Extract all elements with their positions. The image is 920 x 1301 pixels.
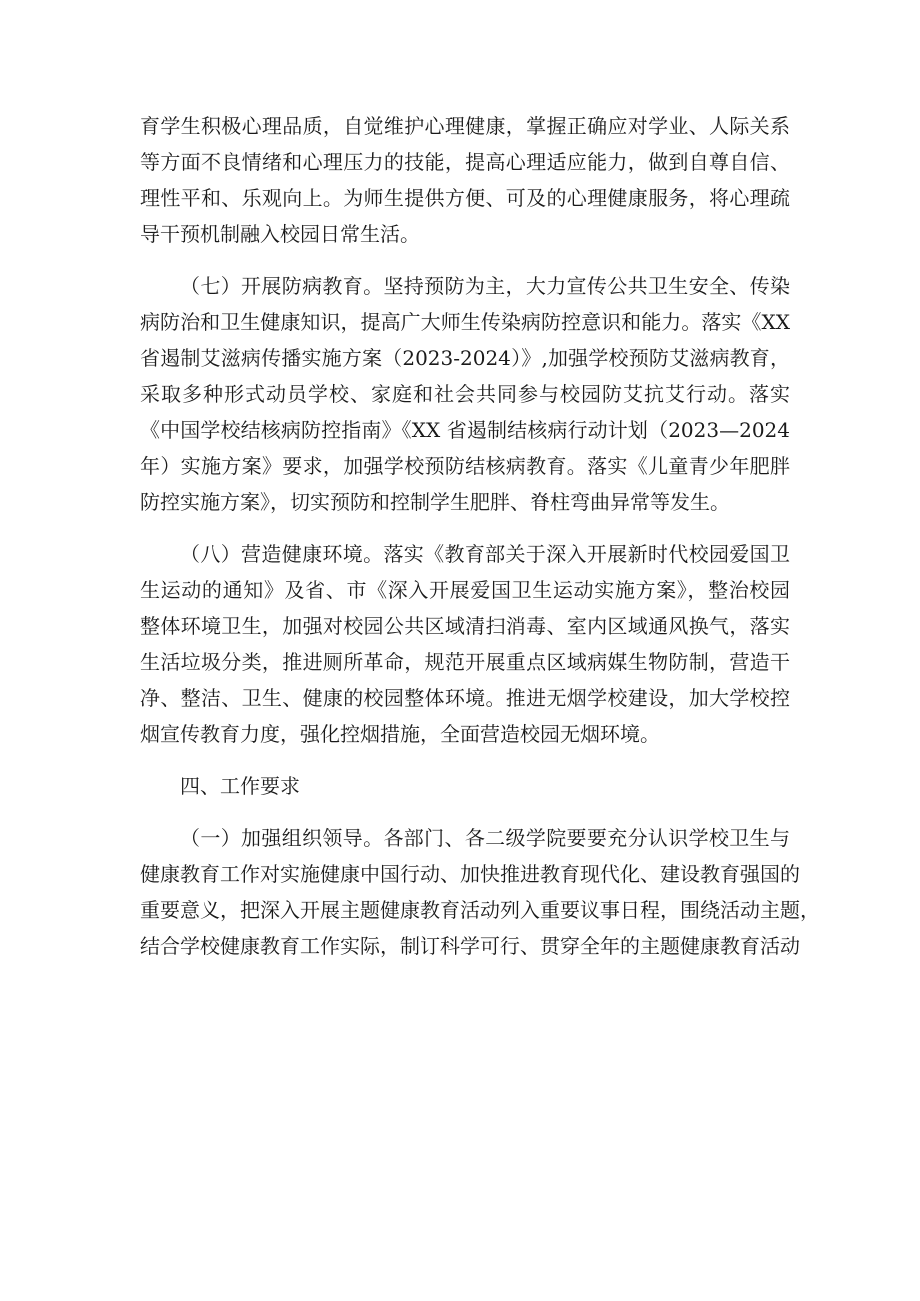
text-line: 整体环境卫生，加强对校园公共区域清扫消毒、室内区域通风换气，落实 [140,614,790,638]
text-line: 生活垃圾分类，推进厕所革命，规范开展重点区域病媒生物防制，营造干 [140,650,790,674]
text-line: 导干预机制融入校园日常生活。 [140,222,420,246]
text-line: 等方面不良情绪和心理压力的技能，提高心理适应能力，做到自尊自信、 [140,150,790,174]
text-line: 防控实施方案》，切实预防和控制学生肥胖、脊柱弯曲异常等发生。 [140,490,730,514]
text-line: 病防治和卫生健康知识，提高广大师生传染病防控意识和能力。落实《XX [140,310,790,334]
text-line: 净、整洁、卫生、健康的校园整体环境。推进无烟学校建设，加大学校控 [140,686,790,710]
text-line: （八）营造健康环境。落实《教育部关于深入开展新时代校园爱国卫 [180,542,790,566]
text-line: 生运动的通知》及省、市《深入开展爱国卫生运动实施方案》，整治校园 [140,578,790,602]
text-line: 理性平和、乐观向上。为师生提供方便、可及的心理健康服务，将心理疏 [140,186,790,210]
text-line: 《中国学校结核病防控指南》《XX 省遏制结核病行动计划（2023—2024 [140,418,790,442]
text-line: 烟宣传教育力度，强化控烟措施，全面营造校园无烟环境。 [140,722,660,746]
text-line: 重要意义，把深入开展主题健康教育活动列入重要议事日程，围绕活动主题， [140,898,820,922]
section-heading: 四、工作要求 [180,774,300,798]
text-line: 育学生积极心理品质，自觉维护心理健康，掌握正确应对学业、人际关系 [140,114,790,138]
text-line: 采取多种形式动员学校、家庭和社会共同参与校园防艾抗艾行动。落实 [140,382,790,406]
text-line: 结合学校健康教育工作实际，制订科学可行、贯穿全年的主题健康教育活动 [140,934,800,958]
text-line: 健康教育工作对实施健康中国行动、加快推进教育现代化、建设教育强国的 [140,862,800,886]
document-body [140,108,820,964]
text-line: （一）加强组织领导。各部门、各二级学院要要充分认识学校卫生与 [180,826,790,850]
text-line: 省遏制艾滋病传播实施方案（2023-2024）》,加强学校预防艾滋病教育， [140,346,790,370]
text-line: 年）实施方案》要求，加强学校预防结核病教育。落实《儿童青少年肥胖 [140,454,790,478]
text-line: （七）开展防病教育。坚持预防为主，大力宣传公共卫生安全、传染 [180,274,790,298]
